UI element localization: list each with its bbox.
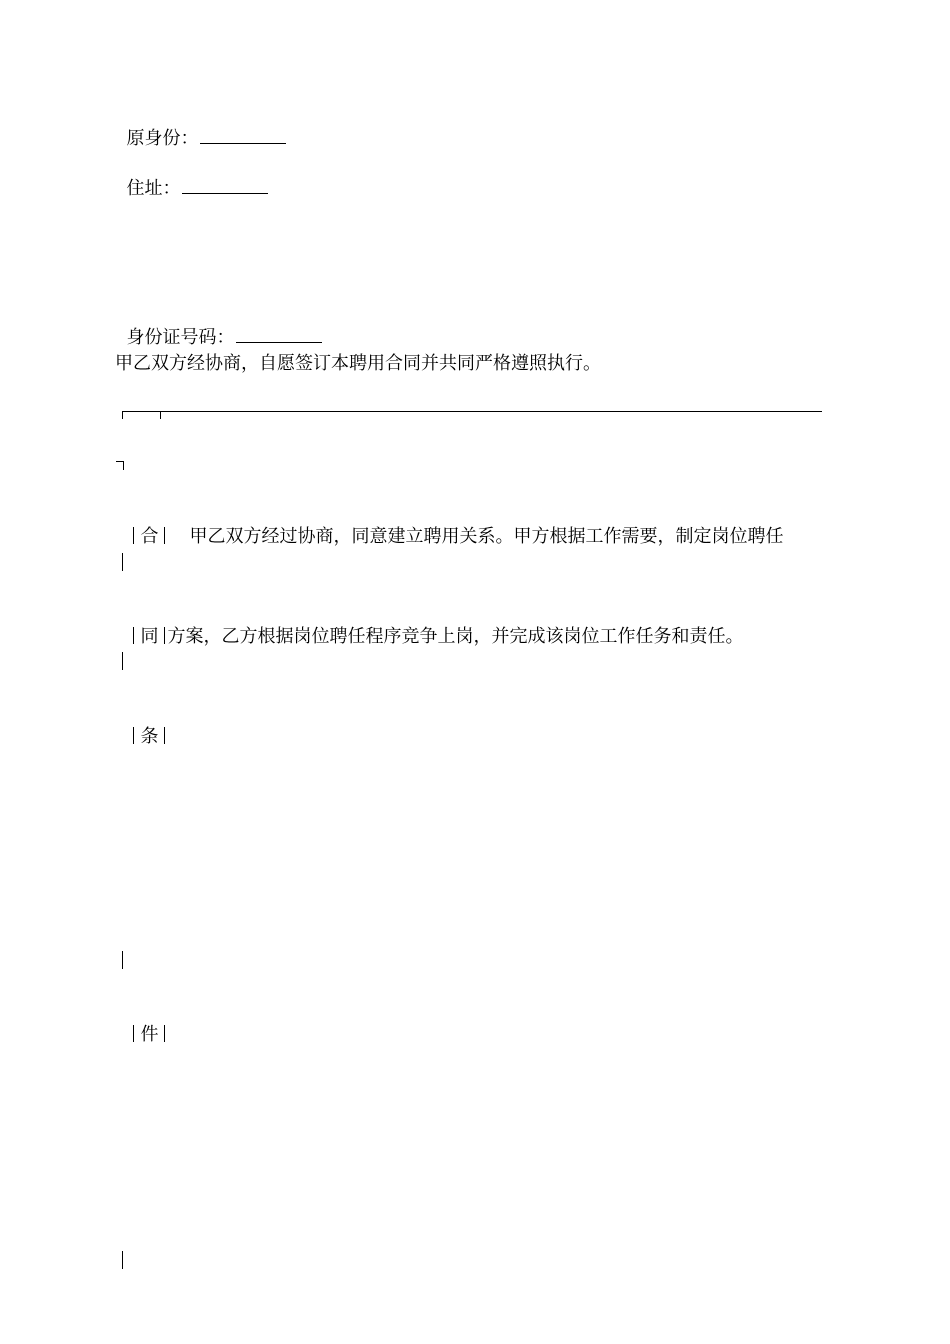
original-identity-line <box>115 103 286 151</box>
intro-paragraph: 甲乙双方经协商，自愿签订本聘用合同并共同严格遵照执行。 <box>115 353 601 374</box>
table-corner-mark <box>116 461 124 471</box>
table-bar <box>122 652 123 670</box>
table-row <box>118 601 743 649</box>
address-line <box>115 153 268 201</box>
id-number-label: 身份证号码： <box>126 327 235 348</box>
id-number-line <box>115 302 322 350</box>
table-bar <box>122 1251 123 1269</box>
table-top-border <box>122 409 822 423</box>
table-bar <box>122 553 123 571</box>
original-identity-label: 原身份： <box>126 128 199 149</box>
table-row2-text: 方案，乙方根据岗位聘任程序竞争上岗，并完成该岗位工作任务和责任。 <box>167 626 744 647</box>
id-number-blank[interactable] <box>236 326 322 343</box>
table-char-he: 合 <box>140 526 159 547</box>
table-row <box>118 501 783 549</box>
table-char-tiao: 条 <box>140 726 159 747</box>
table-row <box>118 999 171 1047</box>
table-char-tong: 同 <box>140 626 159 647</box>
address-blank[interactable] <box>182 177 268 194</box>
original-identity-blank[interactable] <box>200 127 286 144</box>
table-bar <box>122 951 123 969</box>
table-char-jian: 件 <box>140 1024 159 1045</box>
table-row <box>118 701 171 749</box>
table-row1-text: 甲乙双方经过协商，同意建立聘用关系。甲方根据工作需要，制定岗位聘任 <box>189 526 784 547</box>
address-label: 住址： <box>126 178 181 199</box>
